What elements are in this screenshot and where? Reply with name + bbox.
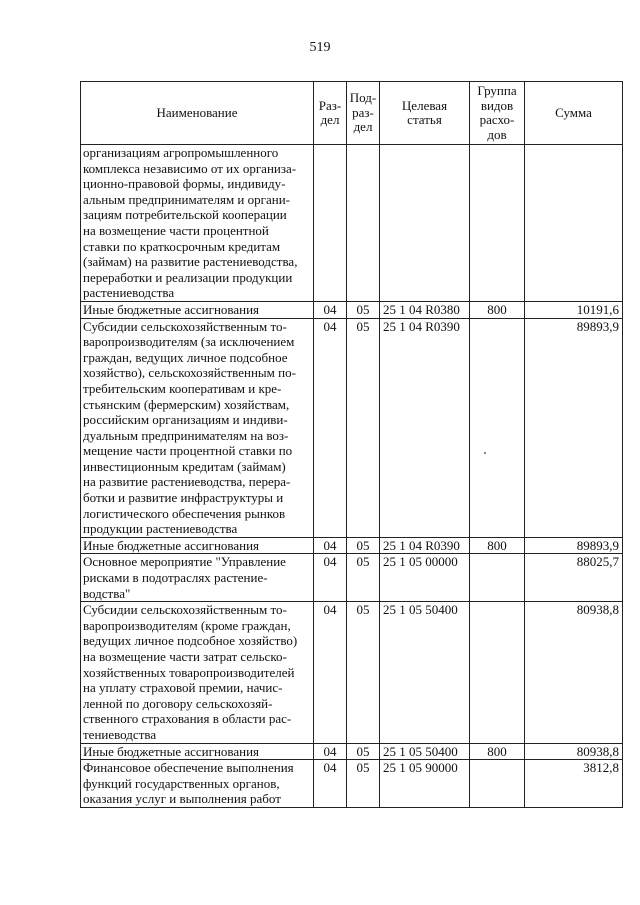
table-row (81, 318, 623, 537)
cell-name: Субсидии сельскохозяйственным то- варопроизводителям (за исключением граждан, ведущих личное подсобное хозяйство), сельскохозяйственным по- требительским кооперативам и кре- стьянским (фермерским) хозяйствам, российским организациям и индиви- дуальным предпринимателям на воз- мещение части процентной ставки по инвестиционным кредитам (займам) на развитие растениеводства, перера- ботки и развитие инфраструктуры и логистического обеспечения рынков продукции растениеводства (81, 318, 314, 537)
cell-podrazdel: 05 (347, 743, 380, 760)
cell-razdel: 04 (314, 760, 347, 808)
header-target: Целевая статья (380, 82, 470, 145)
cell-sum: 80938,8 (525, 602, 623, 743)
cell-sum: 10191,6 (525, 301, 623, 318)
cell-podrazdel: 05 (347, 318, 380, 537)
cell-sum: 89893,9 (525, 537, 623, 554)
cell-group: 800 (470, 743, 525, 760)
cell-razdel: 04 (314, 537, 347, 554)
table-row (81, 760, 623, 808)
header-sum: Сумма (525, 82, 623, 145)
cell-name: Иные бюджетные ассигнования (81, 301, 314, 318)
cell-name: организациям агропромышленного комплекса независимо от их организа- ционно-правовой формы, индивиду- альным предпринимателям и органи- зациям потребительской кооперации на возмещение части процентной ставки по краткосрочным кредитам (займам) на развитие растениеводства, переработки и реализации продукции растениеводства (81, 145, 314, 302)
cell-razdel: 04 (314, 301, 347, 318)
cell-group: 800 (470, 537, 525, 554)
cell-target: 25 1 04 R0390 (380, 537, 470, 554)
cell-razdel: 04 (314, 318, 347, 537)
header-podrazdel: Под- раз- дел (347, 82, 380, 145)
cell-podrazdel: 05 (347, 301, 380, 318)
cell-name: Иные бюджетные ассигнования (81, 537, 314, 554)
cell-sum: 89893,9 (525, 318, 623, 537)
scan-speck (484, 452, 486, 454)
cell-target: 25 1 05 50400 (380, 602, 470, 743)
cell-target: 25 1 04 R0380 (380, 301, 470, 318)
cell-sum (525, 145, 623, 302)
cell-razdel (314, 145, 347, 302)
page-number: 519 (309, 40, 331, 55)
cell-group (470, 145, 525, 302)
cell-group: 800 (470, 301, 525, 318)
cell-podrazdel: 05 (347, 537, 380, 554)
cell-name: Основное мероприятие "Управление рисками в подотраслях растение- водства" (81, 554, 314, 602)
header-razdel: Раз- дел (314, 82, 347, 145)
table-row (81, 145, 623, 302)
header-name: Наименование (81, 82, 314, 145)
cell-sum: 3812,8 (525, 760, 623, 808)
cell-razdel: 04 (314, 602, 347, 743)
cell-target: 25 1 04 R0390 (380, 318, 470, 537)
cell-razdel: 04 (314, 554, 347, 602)
table-row (81, 301, 623, 318)
cell-podrazdel: 05 (347, 760, 380, 808)
cell-target: 25 1 05 90000 (380, 760, 470, 808)
cell-group (470, 554, 525, 602)
cell-podrazdel (347, 145, 380, 302)
cell-name: Субсидии сельскохозяйственным то- варопроизводителям (кроме граждан, ведущих личное подсобное хозяйство) на возмещение части затрат сельско- хозяйственных товаропроизводителей на уплату страховой премии, начис- ленной по договору сельскохозяй- ственного страхования в области рас- тениеводства (81, 602, 314, 743)
cell-group (470, 602, 525, 743)
cell-razdel: 04 (314, 743, 347, 760)
table-row (81, 602, 623, 743)
cell-target: 25 1 05 50400 (380, 743, 470, 760)
cell-sum: 80938,8 (525, 743, 623, 760)
cell-podrazdel: 05 (347, 554, 380, 602)
cell-group (470, 760, 525, 808)
cell-podrazdel: 05 (347, 602, 380, 743)
cell-group (470, 318, 525, 537)
header-group: Группа видов расхо- дов (470, 82, 525, 145)
table-row (81, 743, 623, 760)
cell-target: 25 1 05 00000 (380, 554, 470, 602)
cell-name: Финансовое обеспечение выполнения функций государственных органов, оказания услуг и выполнения работ (81, 760, 314, 808)
table-row (81, 554, 623, 602)
cell-name: Иные бюджетные ассигнования (81, 743, 314, 760)
table-row (81, 537, 623, 554)
cell-sum: 88025,7 (525, 554, 623, 602)
table-header-row (81, 82, 623, 145)
budget-table (80, 81, 623, 808)
cell-target (380, 145, 470, 302)
